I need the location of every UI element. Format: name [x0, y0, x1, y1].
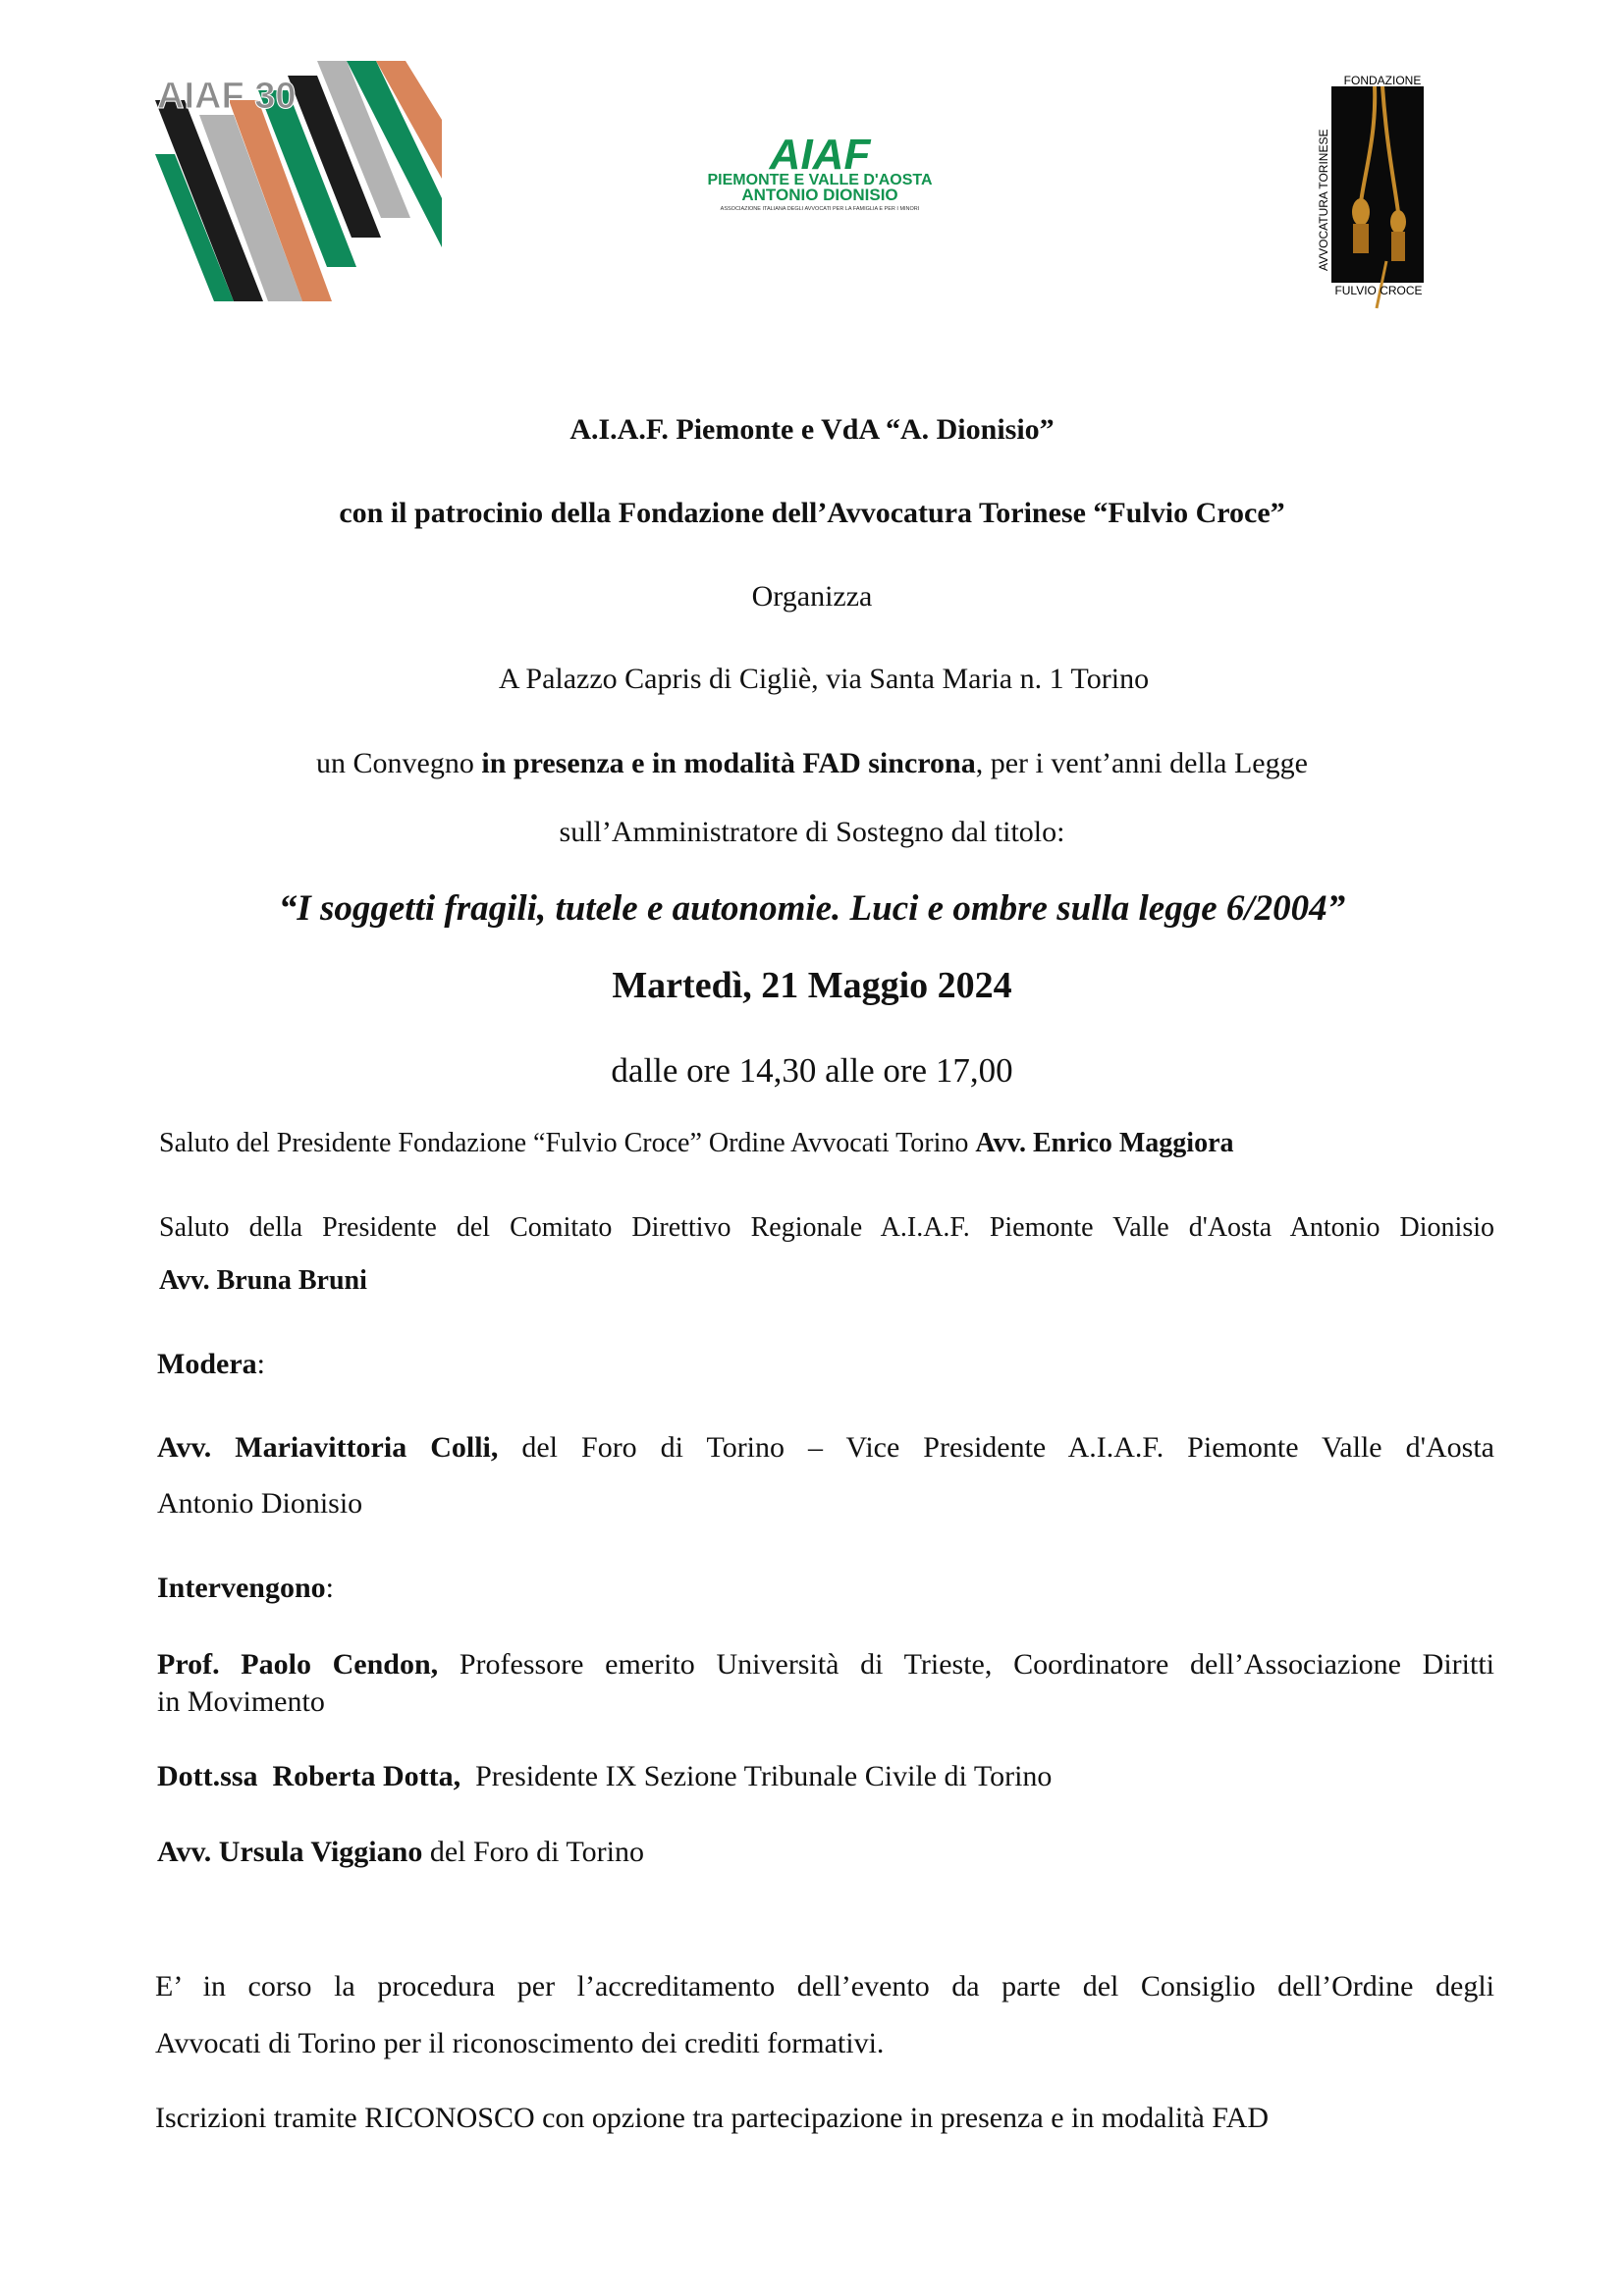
- intro-bold: in presenza e in modalità FAD sincrona: [481, 747, 976, 779]
- moderator-line: [157, 1430, 1494, 1466]
- aiaf30-logo-text: AIAF 30: [157, 76, 297, 117]
- moderator-name: Avv. Mariavittoria Colli,: [157, 1431, 499, 1464]
- event-title: “I soggetti fragili, tutele e autonomie. Luci e ombre sulla legge 6/2004”: [278, 888, 1346, 929]
- speaker-cendon: [157, 1647, 1494, 1682]
- speaker-name: Dott.ssa Roberta Dotta,: [157, 1760, 461, 1792]
- saluto-committee-name: Avv. Bruna Bruni: [159, 1265, 367, 1296]
- intro-line-2: sull’Amministratore di Sostegno dal titolo:: [559, 816, 1065, 848]
- accreditation-line2: Avvocati di Torino per il riconoscimento dei crediti formativi.: [155, 2027, 885, 2059]
- aiaf-line1: PIEMONTE E VALLE D'AOSTA: [707, 172, 933, 188]
- speaker-name: Avv. Ursula Viggiano: [157, 1836, 423, 1868]
- aiaf-mark: AIAF: [769, 135, 871, 179]
- aiaf-line2: ANTONIO DIONISIO: [741, 186, 898, 204]
- venue-line: A Palazzo Capris di Cigliè, via Santa Maria n. 1 Torino: [498, 663, 1150, 695]
- intervengono-label: Intervengono: [157, 1572, 326, 1604]
- speaker-role: del Foro di Torino: [422, 1836, 645, 1868]
- organizza-label: Organizza: [751, 580, 873, 613]
- patronage-line: con il patrocinio della Fondazione dell’Avvocatura Torinese “Fulvio Croce”: [339, 497, 1285, 529]
- organizer-line: A.I.A.F. Piemonte e VdA “A. Dionisio”: [569, 413, 1055, 446]
- aiaf30-logo: [155, 61, 442, 301]
- saluto-committee-text: Saluto della Presidente del Comitato Direttivo Regionale A.I.A.F. Piemonte Valle d'Aosta Antonio Dionisio: [159, 1212, 1494, 1243]
- speaker-viggiano: [157, 1835, 644, 1870]
- modera-label: Modera: [157, 1348, 257, 1380]
- moderator-role-line2: Antonio Dionisio: [157, 1487, 363, 1520]
- fondazione-top-text: FONDAZIONE: [1343, 75, 1422, 87]
- speaker-name: Prof. Paolo Cendon,: [157, 1648, 439, 1681]
- event-date: Martedì, 21 Maggio 2024: [612, 965, 1012, 1006]
- intro-line: [0, 746, 1624, 781]
- speaker-dotta: [157, 1759, 1052, 1794]
- speaker-role: Professore emerito Università di Trieste, Coordinatore dell’Associazione Diritti: [438, 1648, 1494, 1681]
- moderator-role: del Foro di Torino – Vice Presidente A.I.A.F. Piemonte Valle d'Aosta: [498, 1431, 1494, 1464]
- fondazione-side-text: AVVOCATURA TORINESE: [1317, 129, 1330, 271]
- intro-pre: un Convegno: [316, 747, 482, 779]
- event-time: dalle ore 14,30 alle ore 17,00: [611, 1051, 1013, 1090]
- speaker-role: Presidente IX Sezione Tribunale Civile di Torino: [460, 1760, 1053, 1792]
- fondazione-logo: [1316, 75, 1443, 310]
- aiaf-line3: ASSOCIAZIONE ITALIANA DEGLI AVVOCATI PER LA FAMIGLIA E PER I MINORI: [720, 206, 920, 212]
- accreditation-line1: E’ in corso la procedura per l’accreditamento dell’evento da parte del Consiglio dell’Ordine degli: [155, 1970, 1494, 2002]
- modera-heading: Modera:: [157, 1348, 265, 1380]
- intervengono-heading: Intervengono:: [157, 1572, 335, 1604]
- fondazione-bottom-text: FULVIO CROCE: [1334, 284, 1423, 297]
- aiaf-piemonte-logo: [692, 135, 947, 214]
- saluto-president: [159, 1127, 1234, 1160]
- intro-post: , per i vent’anni della Legge: [975, 747, 1308, 779]
- saluto-president-text: Saluto del Presidente Fondazione “Fulvio Croce” Ordine Avvocati Torino: [159, 1128, 976, 1158]
- speaker-cendon-role2: in Movimento: [157, 1685, 325, 1718]
- registration-line: Iscrizioni tramite RICONOSCO con opzione tra partecipazione in presenza e in modalità FAD: [155, 2102, 1270, 2134]
- saluto-president-name: Avv. Enrico Maggiora: [975, 1128, 1234, 1158]
